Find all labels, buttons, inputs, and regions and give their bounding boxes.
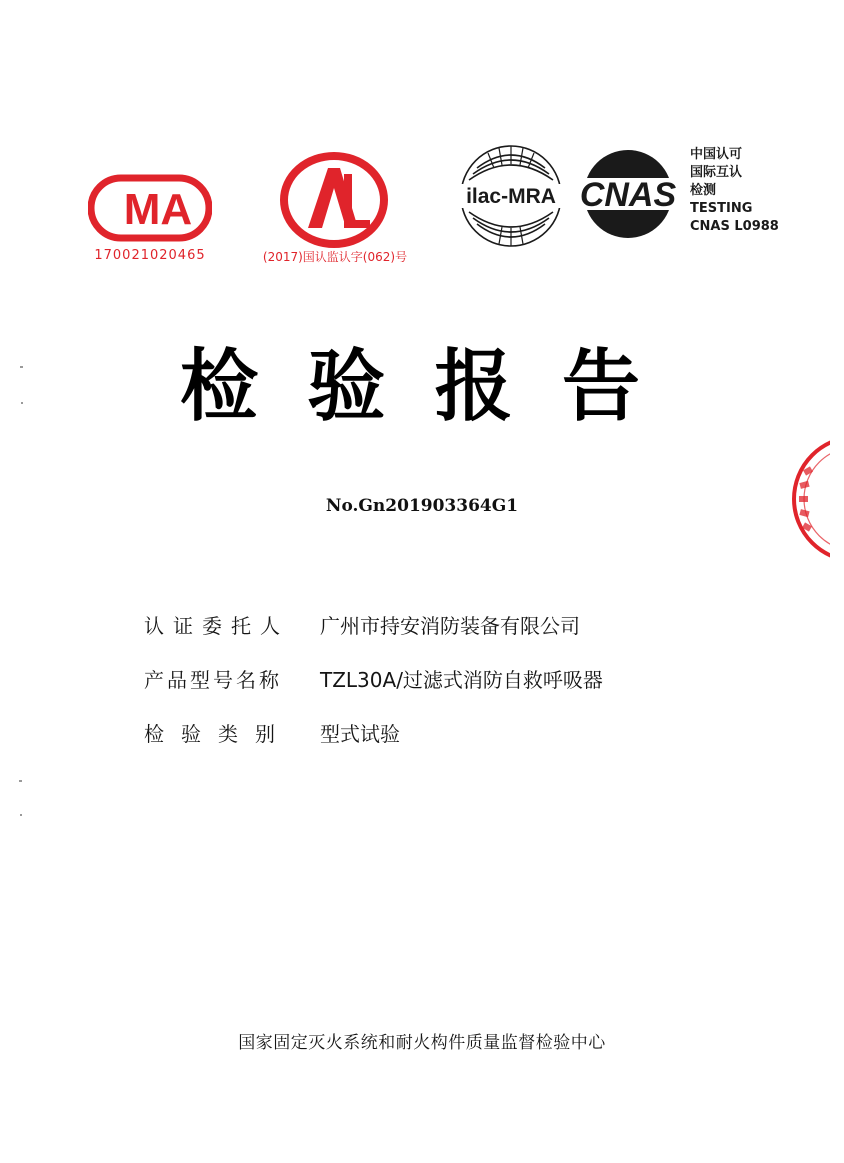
field-value: 广州市持安消防装备有限公司 bbox=[320, 614, 580, 638]
report-title bbox=[180, 330, 640, 430]
field-value: TZL30A/过滤式消防自救呼吸器 bbox=[320, 668, 603, 692]
cnas-logo bbox=[568, 148, 688, 240]
field-label: 产品型号名称 bbox=[144, 668, 282, 692]
cal-logo bbox=[278, 150, 390, 250]
title-char: 验 bbox=[307, 342, 386, 432]
ilac-mra-logo bbox=[455, 140, 567, 252]
cnas-line: 检测 bbox=[690, 183, 717, 198]
report-number: No.Gn201903364G1 bbox=[325, 496, 519, 516]
field-label: 检验类别 bbox=[144, 722, 292, 746]
field-value: 型式试验 bbox=[320, 722, 400, 746]
cnas-letters: CNAS bbox=[579, 176, 677, 214]
issuing-organization: 国家固定灭火系统和耐火构件质量监督检验中心 bbox=[238, 1033, 606, 1053]
cnas-accreditation-text bbox=[690, 146, 790, 236]
cnas-line: TESTING bbox=[690, 201, 753, 216]
title-char: 报 bbox=[434, 342, 513, 432]
title-char: 告 bbox=[561, 342, 640, 432]
cma-letters: MA bbox=[123, 185, 193, 234]
cma-code: 170021020465 bbox=[94, 248, 206, 263]
title-char: 检 bbox=[180, 342, 259, 432]
field-label: 认证委托人 bbox=[144, 614, 289, 638]
field-product bbox=[144, 664, 704, 718]
cma-logo bbox=[88, 172, 212, 244]
field-test-type bbox=[144, 718, 704, 772]
official-seal-stamp bbox=[790, 432, 830, 566]
cnas-line: 中国认可 bbox=[690, 147, 743, 162]
cal-code: (2017)国认监认字(062)号 bbox=[262, 250, 408, 264]
report-info bbox=[144, 610, 704, 772]
ilac-text: ilac-MRA bbox=[466, 185, 556, 208]
field-client bbox=[144, 610, 704, 664]
cnas-line: 国际互认 bbox=[690, 165, 743, 180]
cnas-line: CNAS L0988 bbox=[690, 219, 779, 234]
